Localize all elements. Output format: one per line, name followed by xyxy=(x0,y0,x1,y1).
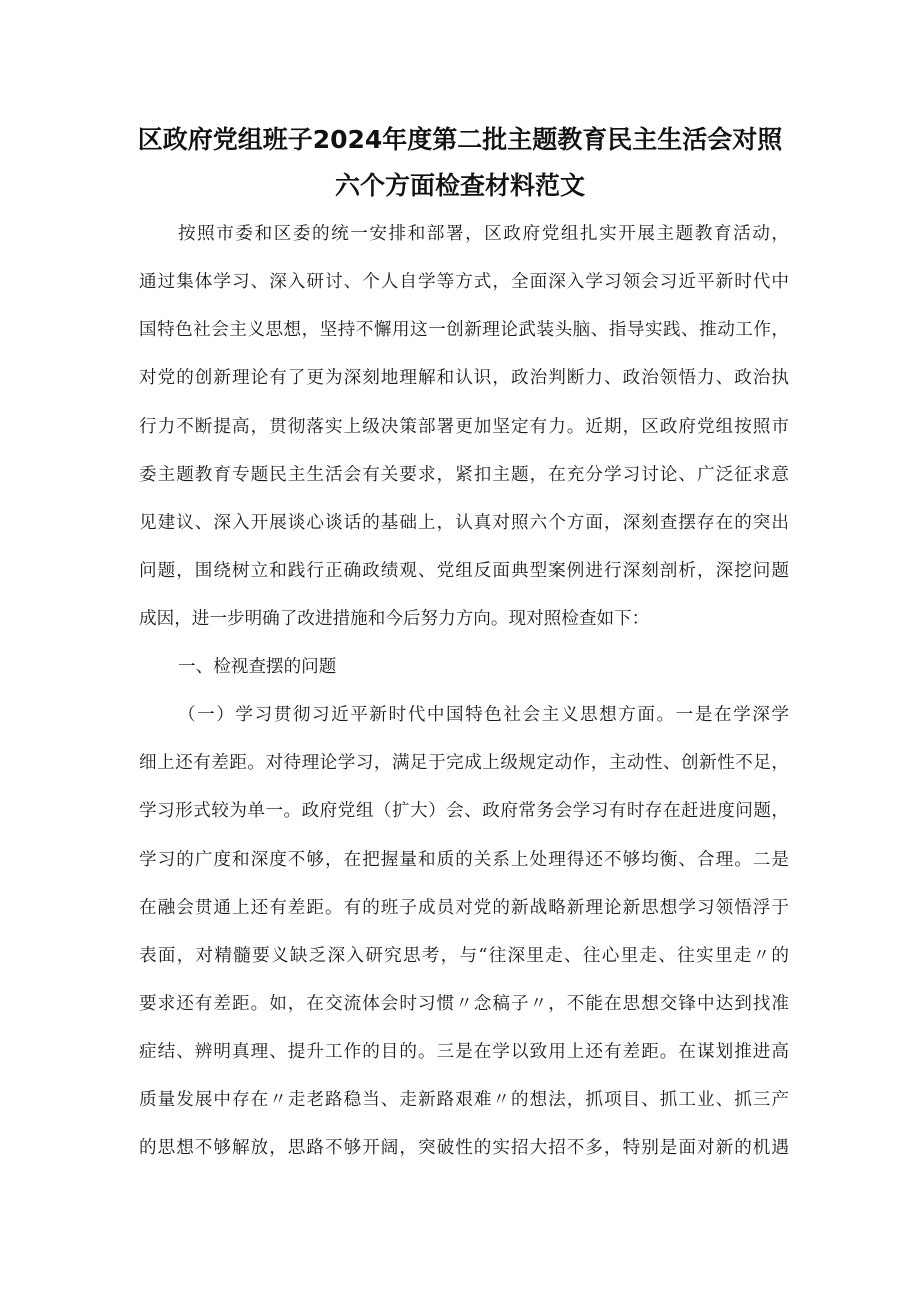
document-title-line-1: 区政府党组班子2024年度第二批主题教育民主生活会对照 xyxy=(137,125,783,154)
paragraph-line: 要求还有差距。如，在交流体会时习惯〃念稿子〃，不能在思想交锋中达到找准 xyxy=(139,994,789,1014)
paragraph-line: 按照市委和区委的统一安排和部署，区政府党组扎实开展主题教育活动， xyxy=(178,224,789,244)
paragraph-line: 在融会贯通上还有差距。有的班子成员对党的新战略新理论新思想学习领悟浮于 xyxy=(139,898,789,918)
paragraph-line: 学习形式较为单一。政府党组（扩大）会、政府常务会学习有时存在赶进度问题， xyxy=(139,801,789,821)
paragraph-line: 成因，进一步明确了改进措施和今后努力方向。现对照检查如下： xyxy=(139,609,650,629)
paragraph-line: 学习的广度和深度不够，在把握量和质的关系上处理得还不够均衡、合理。二是 xyxy=(139,850,789,870)
paragraph-line: 质量发展中存在〃走老路稳当、走新路艰难〃的想法，抓项目、抓工业、抓三产 xyxy=(139,1090,789,1110)
document-title-line-2: 六个方面检查材料范文 xyxy=(334,171,585,200)
paragraph-line: 通过集体学习、深入研讨、个人自学等方式，全面深入学习领会习近平新时代中 xyxy=(139,272,789,292)
paragraph-line: 细上还有差距。对待理论学习，满足于完成上级规定动作，主动性、创新性不足， xyxy=(139,753,789,773)
section-heading: 一、检视查摆的问题 xyxy=(178,657,337,677)
paragraph-line: 国特色社会主义思想，坚持不懈用这一创新理论武装头脑、指导实践、推动工作， xyxy=(139,320,789,340)
paragraph-line: 问题，围绕树立和践行正确政绩观、党组反面典型案例进行深刻剖析，深挖问题 xyxy=(139,561,789,581)
paragraph-line: 委主题教育专题民主生活会有关要求，紧扣主题，在充分学习讨论、广泛征求意 xyxy=(139,465,789,485)
paragraph-line: 症结、辨明真理、提升工作的目的。三是在学以致用上还有差距。在谋划推进高 xyxy=(139,1042,789,1062)
paragraph-line: （一）学习贯彻习近平新时代中国特色社会主义思想方面。一是在学深学 xyxy=(178,705,789,725)
paragraph-line: 对党的创新理论有了更为深刻地理解和认识，政治判断力、政治领悟力、政治执 xyxy=(139,368,789,388)
paragraph-line: 见建议、深入开展谈心谈话的基础上，认真对照六个方面，深刻查摆存在的突出 xyxy=(139,513,789,533)
paragraph-line: 表面，对精髓要义缺乏深入研究思考，与“往深里走、往心里走、往实里走〃的 xyxy=(139,946,789,966)
paragraph-line: 行力不断提高，贯彻落实上级决策部署更加坚定有力。近期，区政府党组按照市 xyxy=(139,417,789,437)
paragraph-line: 的思想不够解放，思路不够开阔，突破性的实招大招不多，特别是面对新的机遇 xyxy=(139,1138,789,1158)
